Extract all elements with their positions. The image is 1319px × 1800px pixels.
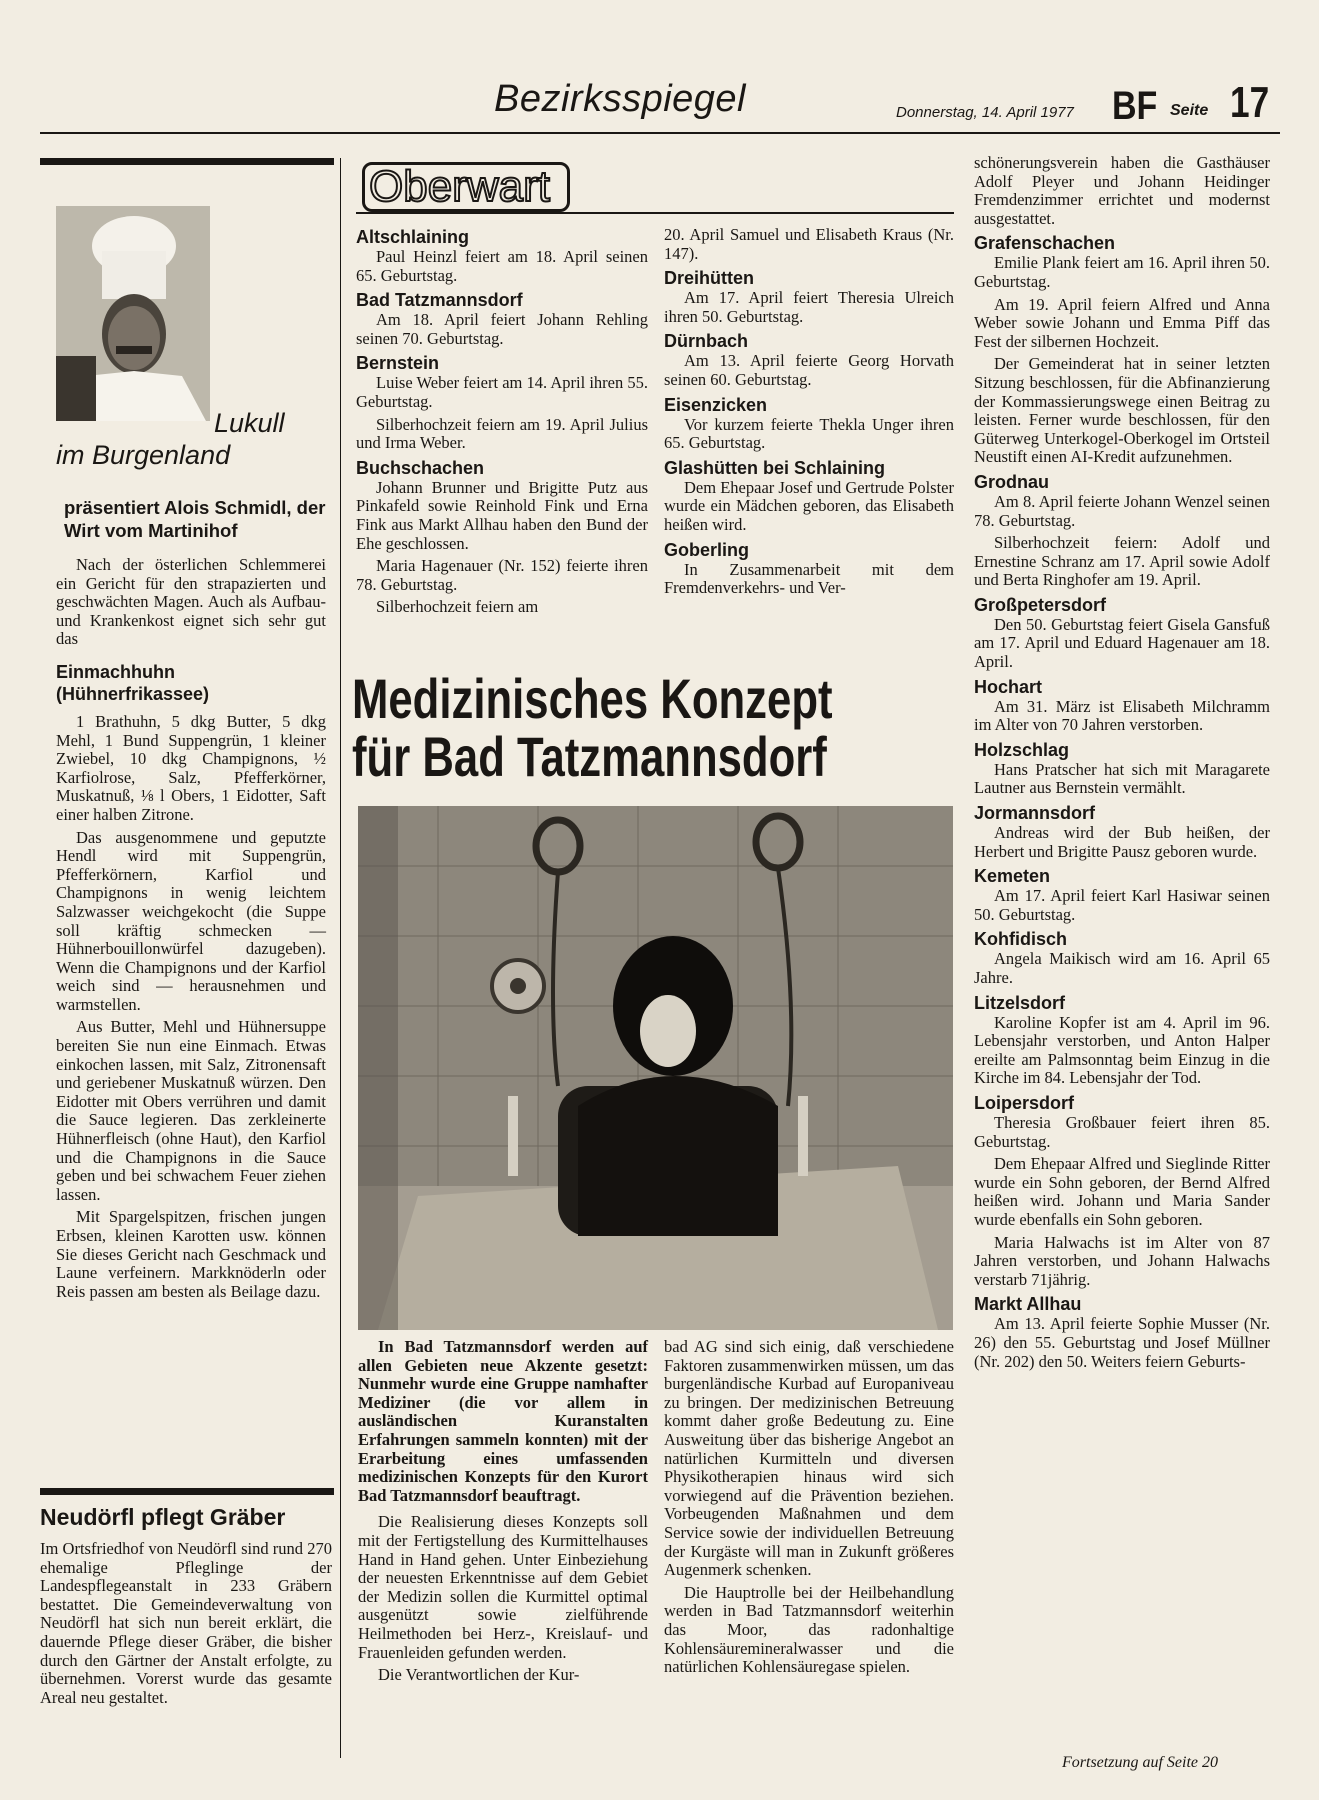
left-mid-bar — [40, 1488, 334, 1495]
article-paragraph-3: bad AG sind sich einig, daß verschiedene Faktoren zusammenwirken müssen, um das burgenländische Kurbad auf Europaniveau zu bringen. Der medizinischen Betreuung kommt daher große Bedeutung zu. Eine Ausweitung über das bisherige Angebot an natürlichen Kurmitteln und diversen Physikotherapien hinaus wird sich vorwiegend auf die Prävention beziehen. Vorbeugenden Maßnahmen und dem Service sowie der individuellen Betreuung der Kurgäste will man in Zukunft größeres Augenmerk schenken. — [664, 1337, 954, 1580]
page-number: 17 — [1230, 78, 1270, 127]
recipe-intro: Nach der österlichen Schlemmerei ein Gericht für den strapazierten und geschwächten Magen. Auch als Aufbau- und Krankenkost eignet sich sehr gut das — [56, 555, 326, 649]
recipe-step-3: Mit Spargelspitzen, frischen jungen Erbsen, kleinen Karotten usw. können Sie dieses Gericht nach Geschmack und Laune verfeinern. Markknöderln oder Reis passen am besten als Beilage dazu. — [56, 1207, 326, 1301]
article-paragraph-1: Die Realisierung dieses Konzepts soll mit der Fertigstellung des Kurmittelhauses Hand in Hand gehen. Unter Einbeziehung der neuesten Erkenntnisse auf dem Gebiet der Medizin sollen die Kurmittel optimal ausgenützt sowie zielführende Heilmethoden bei Herz-, Kreislauf- und Frauenleiden gefunden werden. — [358, 1512, 648, 1662]
grafenschachen-heading: Grafenschachen — [974, 233, 1116, 254]
litzelsdorf-text: Karoline Kopfer ist am 4. April im 96. Lebensjahr verstorben, und Anton Halper ereilte am Palmsonntag beim Einzug in die Kirche im 84. Lebensjahr der Tod. — [974, 1012, 1270, 1088]
grodnau-text-2: Silberhochzeit feiern: Adolf und Ernestine Schranz am 17. April sowie Adolf und Berta Ringhofer am 19. April. — [974, 533, 1270, 590]
altschlaining-text: Paul Heinzl feiert am 18. April seinen 65. Geburtstag. — [356, 247, 648, 285]
kemeten-text: Am 17. April feiert Karl Hasiwar seinen 50. Geburtstag. — [974, 886, 1270, 924]
hochart-text: Am 31. März ist Elisabeth Milchramm im Alter von 70 Jahren verstorben. — [974, 696, 1270, 735]
grosspetersdorf-heading: Großpetersdorf — [974, 594, 1107, 615]
grodnau-text-1: Am 8. April feierte Johann Wenzel seinen 78. Geburtstag. — [974, 491, 1270, 530]
kemeten-heading: Kemeten — [974, 866, 1051, 887]
recipe-step-2: Aus Butter, Mehl und Hühnersuppe bereiten Sie nun eine Einmach. Etwas einkochen lassen, mit Salz, Zitronensaft und geriebener Muskatnuß würzen. Den Eidotter mit Obers verrühren und damit die Sauce legieren. Das zerkleinerte Hühnerfleisch (ohne Haut), den Karfiol und die Champignons in die Sauce geben und bei schwachem Feuer ziehen lassen. — [56, 1017, 326, 1204]
buchschachen-text-1: Johann Brunner und Brigitte Putz aus Pinkafeld sowie Reinhold Fink und Erna Fink aus Markt Allhau haben den Bund der Ehe geschlossen. — [356, 477, 648, 553]
buchschachen-text-3: Silberhochzeit feiern am — [376, 597, 539, 617]
goberling-text: In Zusammenarbeit mit dem Fremdenverkehrs- und Ver- — [664, 559, 954, 598]
recipe-ingredients: 1 Brathuhn, 5 dkg Butter, 5 dkg Mehl, 1 Bund Suppengrün, 1 kleiner Zwiebel, 10 dkg Champignons, ½ Karfiolrose, Salz, Pfefferkörner, Muskatnuß, ⅛ l Obers, 1 Eidotter, Saft einer halben Zitrone. — [56, 711, 326, 824]
grafenschachen-text-2: Am 19. April feiern Alfred und Anna Weber sowie Johann und Emma Piff das Fest der silbernen Hochzeit. — [974, 294, 1270, 351]
issue-date: Donnerstag, 14. April 1977 — [896, 104, 1074, 121]
left-column-rule — [340, 158, 341, 1758]
buchschachen-text-2: Maria Hagenauer (Nr. 152) feierte ihren 78. Geburtstag. — [356, 556, 648, 594]
jormannsdorf-heading: Jormannsdorf — [974, 803, 1096, 824]
goberling-heading: Goberling — [664, 539, 749, 560]
article-lead: In Bad Tatzmannsdorf werden auf allen Gebieten neue Akzente gesetzt: Nunmehr wurde eine Gruppe namhafter Mediziner (die vor allem in ausländischen Kuranstalten Erfahrungen sammeln konnten) mit der Erarbeitung eines umfassenden medizinischen Konzepts für den Kurort Bad Tatzmannsdorf beauftragt. — [358, 1337, 648, 1505]
holzschlag-heading: Holzschlag — [974, 739, 1070, 760]
oberwart-logo: Oberwart — [362, 162, 570, 212]
duernbach-heading: Dürnbach — [664, 331, 749, 352]
litzelsdorf-heading: Litzelsdorf — [974, 992, 1066, 1013]
recipe-column — [56, 556, 326, 1305]
presenter-line: präsentiert Alois Schmidl, der Wirt vom Martinihof — [64, 497, 326, 541]
neudoerfl-text — [40, 1540, 332, 1711]
neudoerfl-title: Neudörfl pflegt Gräber — [40, 1504, 286, 1530]
marktallhau-text: Am 13. April feierte Sophie Musser (Nr. 26) den 55. Geburtstag und Josef Müllner (Nr. 202) den 50. Weiters feiern Geburts- — [974, 1314, 1270, 1371]
hochart-heading: Hochart — [974, 676, 1043, 697]
left-top-bar — [40, 158, 334, 165]
chef-photo — [56, 206, 210, 421]
kicker-lukull: Lukull — [214, 408, 285, 438]
marktallhau-heading: Markt Allhau — [974, 1294, 1082, 1315]
grodnau-heading: Grodnau — [974, 471, 1049, 492]
oberwart-rule — [356, 212, 954, 214]
altschlaining-heading: Altschlaining — [356, 227, 470, 247]
neudoerfl-paragraph: Im Ortsfriedhof von Neudörfl sind rund 270 ehemalige Pfleglinge der Landespflegeanstalt in 233 Gräbern bestattet. Die Gemeindeverwaltung von Neudörfl hat sich nun bereit erklärt, die dauernde Pflege dieser Gräber, die bisher durch den Gärtner der Anstalt erfolgte, zu übernehmen. Vorerst wurde das gesamte Areal neu gestaltet. — [40, 1539, 332, 1707]
holzschlag-text: Hans Pratscher hat sich mit Maragarete Lautner aus Bernstein vermählt. — [974, 759, 1270, 798]
right-column — [974, 154, 1270, 1375]
article-col-1 — [358, 1338, 648, 1689]
headline-line-2: für Bad Tatzmannsdorf — [352, 725, 827, 788]
recipe-title: Einmachhuhn (Hühnerfrikassee) — [56, 661, 210, 704]
kohfidisch-text: Angela Maikisch wird am 16. April 65 Jahre. — [974, 949, 1270, 987]
brand-logo: BF — [1112, 84, 1158, 128]
kohfidisch-heading: Kohfidisch — [974, 929, 1067, 950]
continued-note: Fortsetzung auf Seite 20 — [1062, 1754, 1218, 1771]
eisenzicken-text: Vor kurzem feierte Thekla Unger ihren 65. Geburtstag. — [664, 414, 954, 453]
badtatz-heading: Bad Tatzmannsdorf — [356, 290, 523, 311]
article-paragraph-4: Die Hauptrolle bei der Heilbehandlung werden in Bad Tatzmannsdorf weiterhin das Moor, das radonhaltige Kohlensäuremineralwasser und die natürlichen Kohlensäuregase spielen. — [664, 1582, 954, 1677]
dreihuetten-heading: Dreihütten — [664, 268, 754, 289]
glashuetten-text: Dem Ehepaar Josef und Gertrude Polster wurde ein Mädchen geboren, das Elisabeth heißen wird. — [664, 477, 954, 534]
right-continuation: schönerungsverein haben die Gasthäuser Adolf Pleyer und Johann Heidinger Fremdenzimmer errichtet und modernst ausgestattet. — [974, 153, 1270, 228]
bernstein-heading: Bernstein — [356, 353, 440, 374]
header-rule — [40, 132, 1280, 134]
loipersdorf-text-3: Maria Halwachs ist im Alter von 87 Jahren verstorben, und Johann Halwachs verstarb 71jährig. — [974, 1232, 1270, 1289]
main-headline — [352, 667, 833, 788]
bath-scene-icon — [358, 806, 953, 1330]
article-paragraph-2: Die Verantwortlichen der Kur- — [378, 1665, 580, 1685]
grafenschachen-text-1: Emilie Plank feiert am 16. April ihren 50. Geburtstag. — [974, 253, 1270, 291]
loipersdorf-text-1: Theresia Großbauer feiert ihren 85. Geburtstag. — [974, 1112, 1270, 1151]
oberwart-col-1 — [356, 226, 648, 621]
badtatz-text: Am 18. April feiert Johann Rehling seinen 70. Geburtstag. — [356, 310, 648, 348]
loipersdorf-heading: Loipersdorf — [974, 1092, 1075, 1113]
eisenzicken-heading: Eisenzicken — [664, 394, 768, 415]
chef-portrait-icon — [56, 206, 210, 421]
oberwart-col-2 — [664, 226, 954, 602]
bernstein-text-2: Silberhochzeit feiern am 19. April Julius und Irma Weber. — [356, 414, 648, 453]
grafenschachen-text-3: Der Gemeinderat hat in seiner letzten Sitzung beschlossen, für die Abfinanzierung der Kommassierungswege einen Beitrag zu leisten. Ferner wurde beschlossen, für den Güterweg Unterkogel-Oberkogel im Ortsteil Neustift einen AI-Kredit aufzunehmen. — [974, 354, 1270, 467]
kicker-burgenland: im Burgenland — [56, 440, 231, 470]
bath-photo — [358, 806, 953, 1330]
dreihuetten-text: Am 17. April feiert Theresia Ulreich ihren 50. Geburtstag. — [664, 288, 954, 326]
duernbach-text: Am 13. April feierte Georg Horvath seinen 60. Geburtstag. — [664, 351, 954, 389]
loipersdorf-text-2: Dem Ehepaar Alfred und Sieglinde Ritter wurde ein Sohn geboren, der Bernd Alfred heißen wird. Johann und Maria Sander wurde ebenfalls ein Sohn geboren. — [974, 1154, 1270, 1229]
section-title: Bezirksspiegel — [494, 78, 746, 120]
recipe-step-1: Das ausgenommene und geputzte Hendl wird mit Suppengrün, Pfefferkörnern, Karfiol und Champignons in wenig leichtem Salzwasser weichgekocht (die Suppe soll kräftig schmecken — Hühnerbouillonwürfel dazugeben). Wenn die Champignons und der Karfiol weich sind — herausnehmen und warmstellen. — [56, 827, 326, 1014]
glashuetten-heading: Glashütten bei Schlaining — [664, 457, 886, 478]
jormannsdorf-text: Andreas wird der Bub heißen, der Herbert und Brigitte Pausz geboren wurde. — [974, 823, 1270, 861]
buchschachen-heading: Buchschachen — [356, 457, 485, 478]
col2-continuation: 20. April Samuel und Elisabeth Kraus (Nr. 147). — [664, 225, 954, 263]
grosspetersdorf-text: Den 50. Geburtstag feiert Gisela Gansfuß am 17. April und Eduard Hagenauer am 18. April. — [974, 614, 1270, 672]
bernstein-text-1: Luise Weber feiert am 14. April ihren 55. Geburtstag. — [356, 373, 648, 411]
page-label: Seite — [1170, 102, 1209, 119]
article-col-2 — [664, 1338, 954, 1681]
page-header — [40, 78, 1280, 128]
headline-line-1: Medizinisches Konzept — [352, 667, 833, 730]
